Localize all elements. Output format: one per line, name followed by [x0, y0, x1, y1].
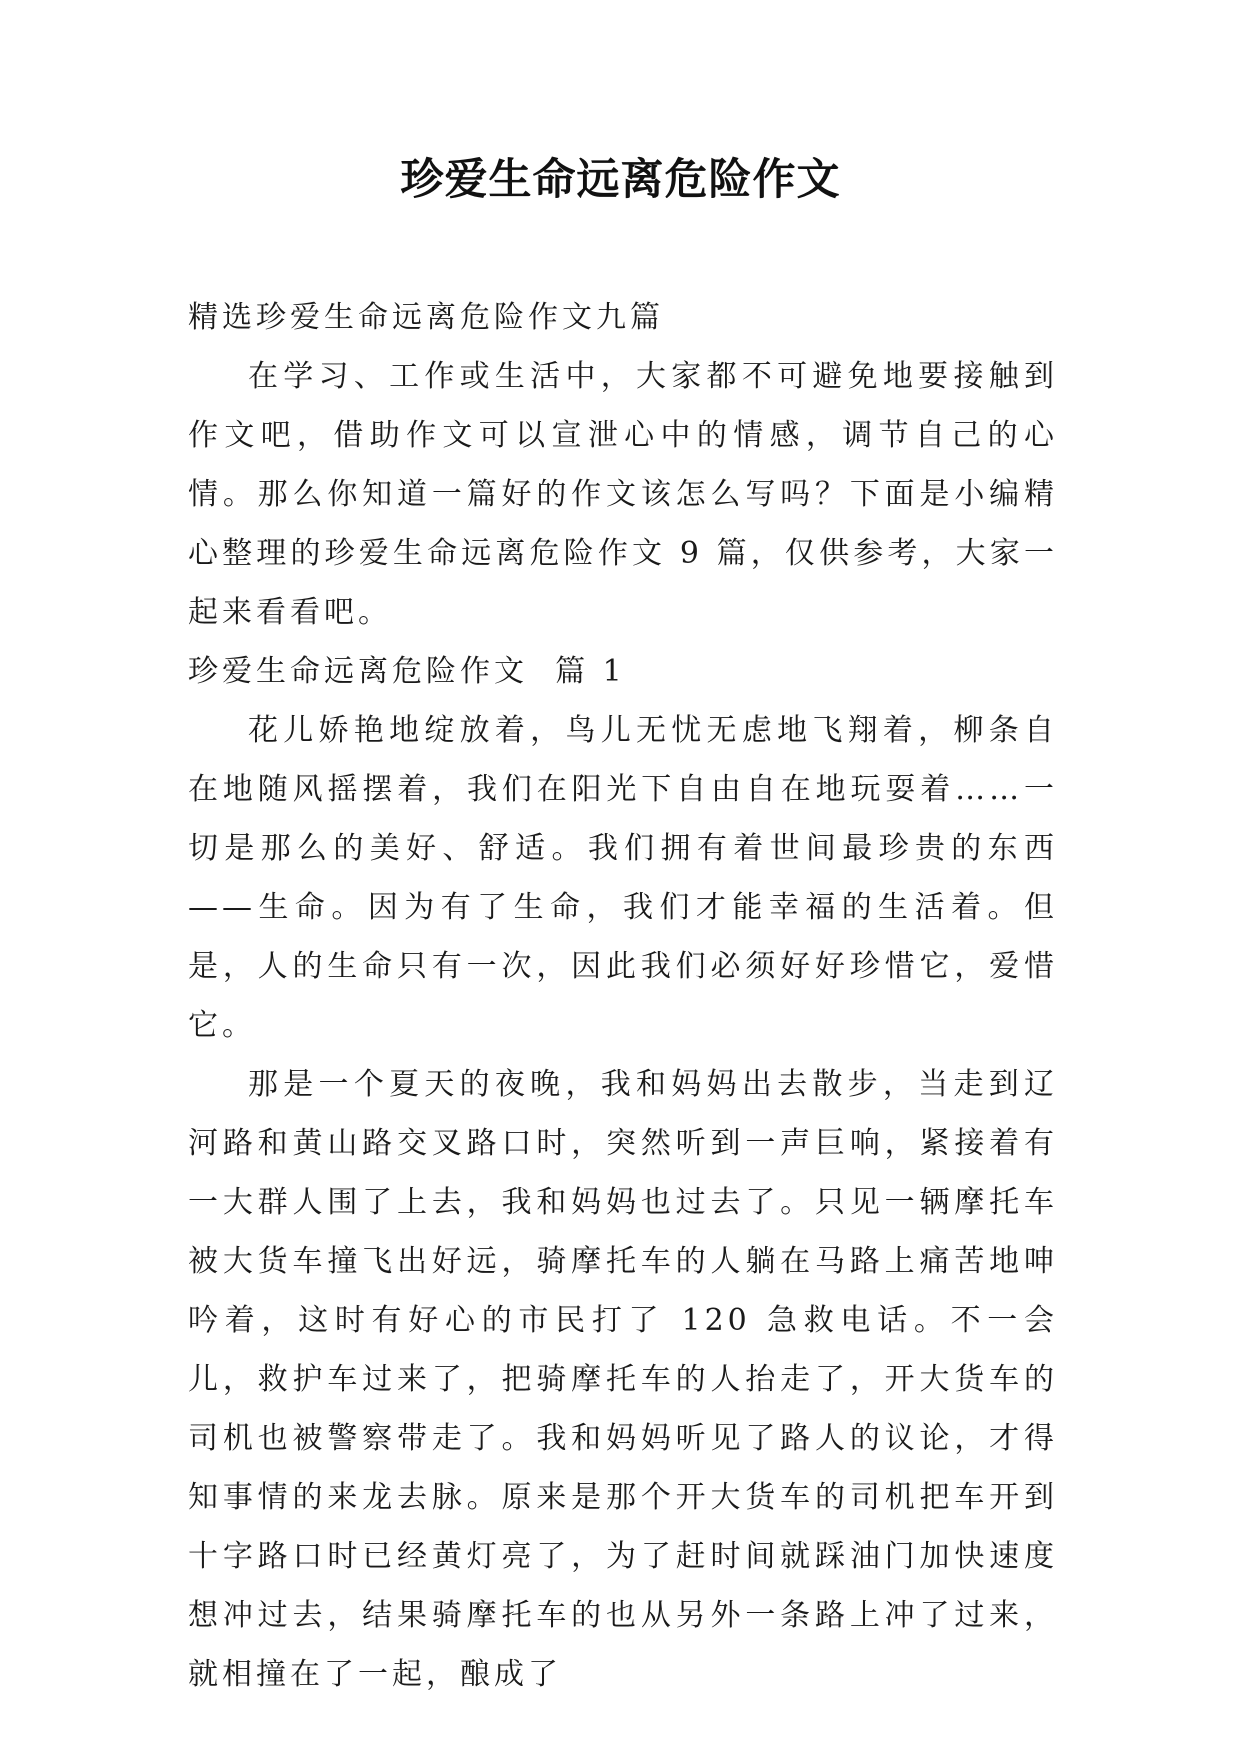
- body-paragraph-2: 那是一个夏天的夜晚，我和妈妈出去散步，当走到辽河路和黄山路交叉路口时，突然听到一声巨响，紧接着有一大群人围了上去，我和妈妈也过去了。只见一辆摩托车被大货车撞飞出好远，骑摩托车的人躺在马路上痛苦地呻吟着，这时有好心的市民打了 120 急救电话。不一会儿，救护车过来了，把骑摩托车的人抬走了，开大货车的司机也被警察带走了。我和妈妈听见了路人的议论，才得知事情的来龙去脉。原来是那个开大货车的司机把车开到十字路口时已经黄灯亮了，为了赶时间就踩油门加快速度想冲过去，结果骑摩托车的也从另外一条路上冲了过来，就相撞在了一起，酿成了: [188, 1067, 1058, 1692]
- document-subtitle: 精选珍爱生命远离危险作文九篇: [188, 300, 664, 335]
- document-title: 珍爱生命远离危险作文: [400, 155, 841, 205]
- body-paragraph-1: 花儿娇艳地绽放着，鸟儿无忧无虑地飞翔着，柳条自在地随风摇摆着，我们在阳光下自由自在地玩耍着……一切是那么的美好、舒适。我们拥有着世间最珍贵的东西——生命。因为有了生命，我们才能幸福的生活着。但是，人的生命只有一次，因此我们必须好好珍惜它，爱惜它。: [188, 713, 1058, 1043]
- intro-paragraph: 在学习、工作或生活中，大家都不可避免地要接触到作文吧，借助作文可以宣泄心中的情感，调节自己的心情。那么你知道一篇好的作文该怎么写吗？下面是小编精心整理的珍爱生命远离危险作文 9 篇，仅供参考，大家一起来看看吧。: [188, 359, 1058, 630]
- section-heading: 珍爱生命远离危险作文 篇 1: [188, 654, 626, 689]
- document-body: [188, 288, 1058, 1704]
